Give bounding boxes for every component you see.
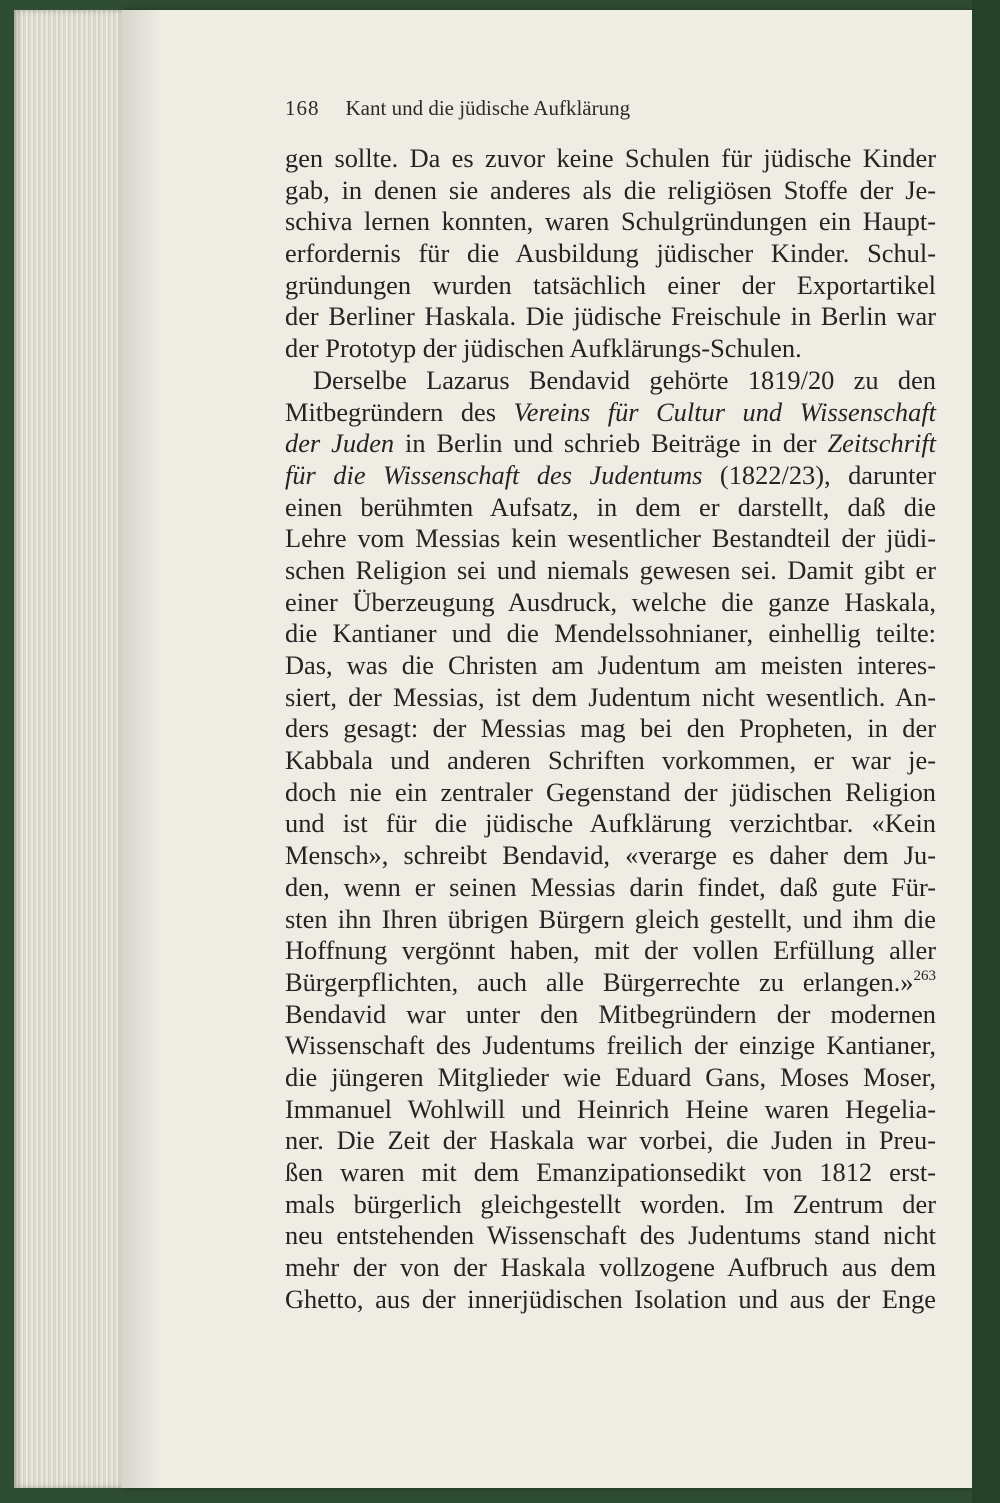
text-line: gründungen wurden tatsächlich einer der Exportartikel [285,269,936,300]
running-head [285,96,945,132]
italic-title: der Juden [285,428,395,459]
text-line: Wissenschaft des Judentums freilich der einzige Kantianer, [285,1030,936,1061]
text-line: doch nie ein zentraler Gegenstand der jüdischen Religion [285,776,936,807]
text-line: mals bürgerlich gleichgestellt worden. Im Zentrum der [285,1188,936,1219]
italic-title: Vereins für Cultur und Wissenschaft [513,396,936,427]
text-line: Mitbegründern des Vereins für Cultur und Wissenschaft [285,396,936,427]
body-text [285,143,936,1315]
scan-background-strip [972,0,1000,1503]
text-line: sten ihn Ihren übrigen Bürgern gleich gestellt, und ihm die [285,903,936,934]
text-line: der Juden in Berlin und schrieb Beiträge in der Zeitschrift [285,428,936,459]
text-line: mehr der von der Haskala vollzogene Aufbruch aus dem [285,1252,936,1283]
text-line: erfordernis für die Ausbildung jüdischer Kinder. Schul- [285,238,936,269]
italic-title: Zeitschrift [827,428,936,459]
text-line: der Berliner Haskala. Die jüdische Freischule in Berlin war [285,301,936,332]
running-title: Kant und die jüdische Aufklärung [345,96,631,120]
text-line: einen berühmten Aufsatz, in dem er darstellt, daß die [285,491,936,522]
text-line: und ist für die jüdische Aufklärung verzichtbar. «Kein [285,808,936,839]
text-line: ders gesagt: der Messias mag bei den Propheten, in der [285,713,936,744]
italic-title: für die Wissenschaft des Judentums [285,459,703,490]
text-line: Hoffnung vergönnt haben, mit der vollen Erfüllung aller [285,935,936,966]
text-line: gen sollte. Da es zuvor keine Schulen für jüdische Kinder [285,143,936,173]
text-line: Bendavid war unter den Mitbegründern der modernen [285,998,936,1029]
text-line: schen Religion sei und niemals gewesen sei. Damit gibt er [285,554,936,585]
page-block-edge [14,10,126,1488]
text-line: Kabbala und anderen Schriften vorkommen, er war je- [285,745,936,776]
text-line: einer Überzeugung Ausdruck, welche die ganze Haskala, [285,586,936,617]
page-number: 168 [285,96,320,120]
text-line: neu entstehenden Wissenschaft des Judentums stand nicht [285,1220,936,1251]
gutter-shadow [122,10,162,1488]
footnote-marker[interactable]: 263 [913,967,936,984]
text-line: siert, der Messias, ist dem Judentum nicht wesentlich. An- [285,681,936,712]
text-line: Lehre vom Messias kein wesentlicher Bestandteil der jüdi- [285,523,936,554]
text-line: ner. Die Zeit der Haskala war vorbei, die Juden in Preu- [285,1125,936,1156]
text-line: die jüngeren Mitglieder wie Eduard Gans, Moses Moser, [285,1061,936,1092]
text-line: Bürgerpflichten, auch alle Bürgerrechte zu erlangen.»$^{263}$ [285,966,936,997]
text-line: der Prototyp der jüdischen Aufklärungs-Schulen. [285,333,802,364]
text-line: Immanuel Wohlwill und Heinrich Heine waren Hegelia- [285,1093,936,1124]
text-line: Das, was die Christen am Judentum am meisten interes- [285,650,936,680]
text-line: gab, in denen sie anderes als die religiösen Stoffe der Je- [285,174,936,205]
text-line: ßen waren mit dem Emanzipationsedikt von 1812 erst- [285,1157,936,1187]
text-line: für die Wissenschaft des Judentums (1822/23), darunter [285,459,937,490]
text-line: die Kantianer und die Mendelssohnianer, einhellig teilte: [285,618,936,649]
text-line: Ghetto, aus der innerjüdischen Isolation und aus der Enge [285,1283,936,1314]
text-line: Mensch», schreibt Bendavid, «verarge es daher dem Ju- [285,840,936,871]
text-line: schiva lernen konnten, waren Schulgründungen ein Haupt- [285,206,936,237]
text-line: den, wenn er seinen Messias darin findet, daß gute Für- [285,871,936,902]
paragraph-first-line: Derselbe Lazarus Bendavid gehörte 1819/20 zu den [313,364,936,395]
